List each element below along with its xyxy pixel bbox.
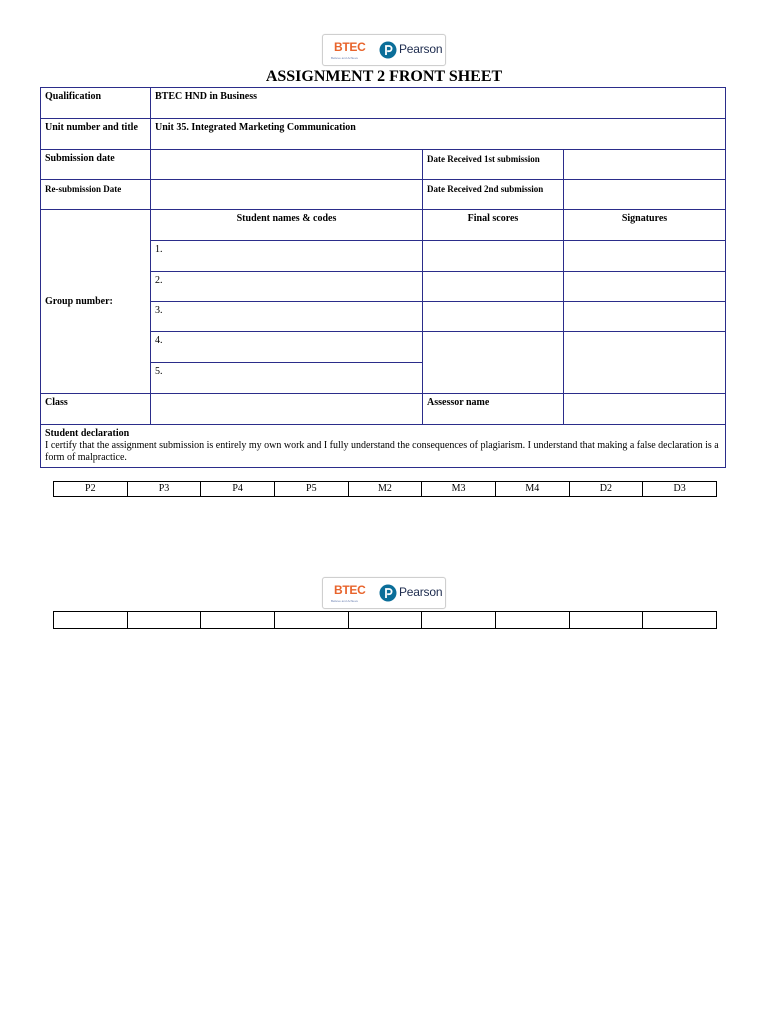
criterion-d3: D3 (643, 482, 717, 497)
criterion-p3: P3 (127, 482, 201, 497)
pearson-mark-icon (379, 584, 397, 602)
grade-entry-table (53, 611, 717, 629)
date-received-2-label: Date Received 2nd submission (423, 180, 564, 210)
submission-date-label: Submission date (41, 150, 151, 180)
final-scores-header: Final scores (423, 210, 564, 241)
grade-cell-d3[interactable] (643, 612, 717, 629)
signature-3[interactable] (564, 302, 726, 332)
btec-tagline: Believe and Achieve (331, 599, 359, 603)
btec-pearson-logo-bottom (322, 577, 446, 609)
grade-cell-d2[interactable] (569, 612, 643, 629)
pearson-mark-icon (379, 41, 397, 59)
signature-2[interactable] (564, 272, 726, 302)
grade-cell-p2[interactable] (54, 612, 128, 629)
date-received-1-label: Date Received 1st submission (423, 150, 564, 180)
student-row-4[interactable]: 4. (151, 332, 423, 363)
submission-date-field[interactable] (151, 150, 423, 180)
student-row-3[interactable]: 3. (151, 302, 423, 332)
btec-pearson-logo (322, 34, 446, 66)
pearson-wordmark: Pearson (399, 585, 443, 599)
btec-wordmark: BTEC (334, 40, 366, 54)
date-received-2-field[interactable] (564, 180, 726, 210)
resubmission-date-field[interactable] (151, 180, 423, 210)
grade-cell-m3[interactable] (422, 612, 496, 629)
assessor-name-field[interactable] (564, 394, 726, 425)
criterion-p2: P2 (54, 482, 128, 497)
student-row-5[interactable]: 5. (151, 363, 423, 394)
declaration-text: I certify that the assignment submission is entirely my own work and I fully understand the consequences of plagiarism. I understand that making a false declaration is a form of malpractice. (45, 440, 719, 463)
grading-criteria-table (53, 481, 717, 497)
resubmission-date-label: Re-submission Date (41, 180, 151, 210)
declaration-title: Student declaration (45, 428, 130, 439)
btec-wordmark: BTEC (334, 583, 366, 597)
qualification-value: BTEC HND in Business (151, 88, 726, 119)
criterion-m4: M4 (495, 482, 569, 497)
assignment-front-sheet-table (40, 87, 726, 468)
signature-1[interactable] (564, 241, 726, 272)
signature-4-5[interactable] (564, 332, 726, 394)
pearson-wordmark: Pearson (399, 42, 443, 56)
criterion-p5: P5 (274, 482, 348, 497)
student-declaration (41, 425, 726, 468)
grade-cell-m4[interactable] (495, 612, 569, 629)
grade-cell-p3[interactable] (127, 612, 201, 629)
criterion-p4: P4 (201, 482, 275, 497)
group-number-label: Group number: (41, 210, 151, 394)
btec-tagline: Believe and Achieve (331, 56, 359, 60)
grade-cell-p4[interactable] (201, 612, 275, 629)
student-row-1[interactable]: 1. (151, 241, 423, 272)
signatures-header: Signatures (564, 210, 726, 241)
criterion-d2: D2 (569, 482, 643, 497)
date-received-1-field[interactable] (564, 150, 726, 180)
final-score-3[interactable] (423, 302, 564, 332)
criterion-m3: M3 (422, 482, 496, 497)
student-row-2[interactable]: 2. (151, 272, 423, 302)
unit-value: Unit 35. Integrated Marketing Communication (151, 119, 726, 150)
final-score-4-5[interactable] (423, 332, 564, 394)
student-names-header: Student names & codes (151, 210, 423, 241)
qualification-label: Qualification (41, 88, 151, 119)
unit-label: Unit number and title (41, 119, 151, 150)
criterion-m2: M2 (348, 482, 422, 497)
assessor-name-label: Assessor name (423, 394, 564, 425)
grade-cell-p5[interactable] (274, 612, 348, 629)
page-title: ASSIGNMENT 2 FRONT SHEET (265, 68, 503, 85)
final-score-1[interactable] (423, 241, 564, 272)
class-label: Class (41, 394, 151, 425)
final-score-2[interactable] (423, 272, 564, 302)
class-field[interactable] (151, 394, 423, 425)
btec-logo (331, 39, 371, 63)
btec-logo (331, 582, 371, 606)
grade-cell-m2[interactable] (348, 612, 422, 629)
